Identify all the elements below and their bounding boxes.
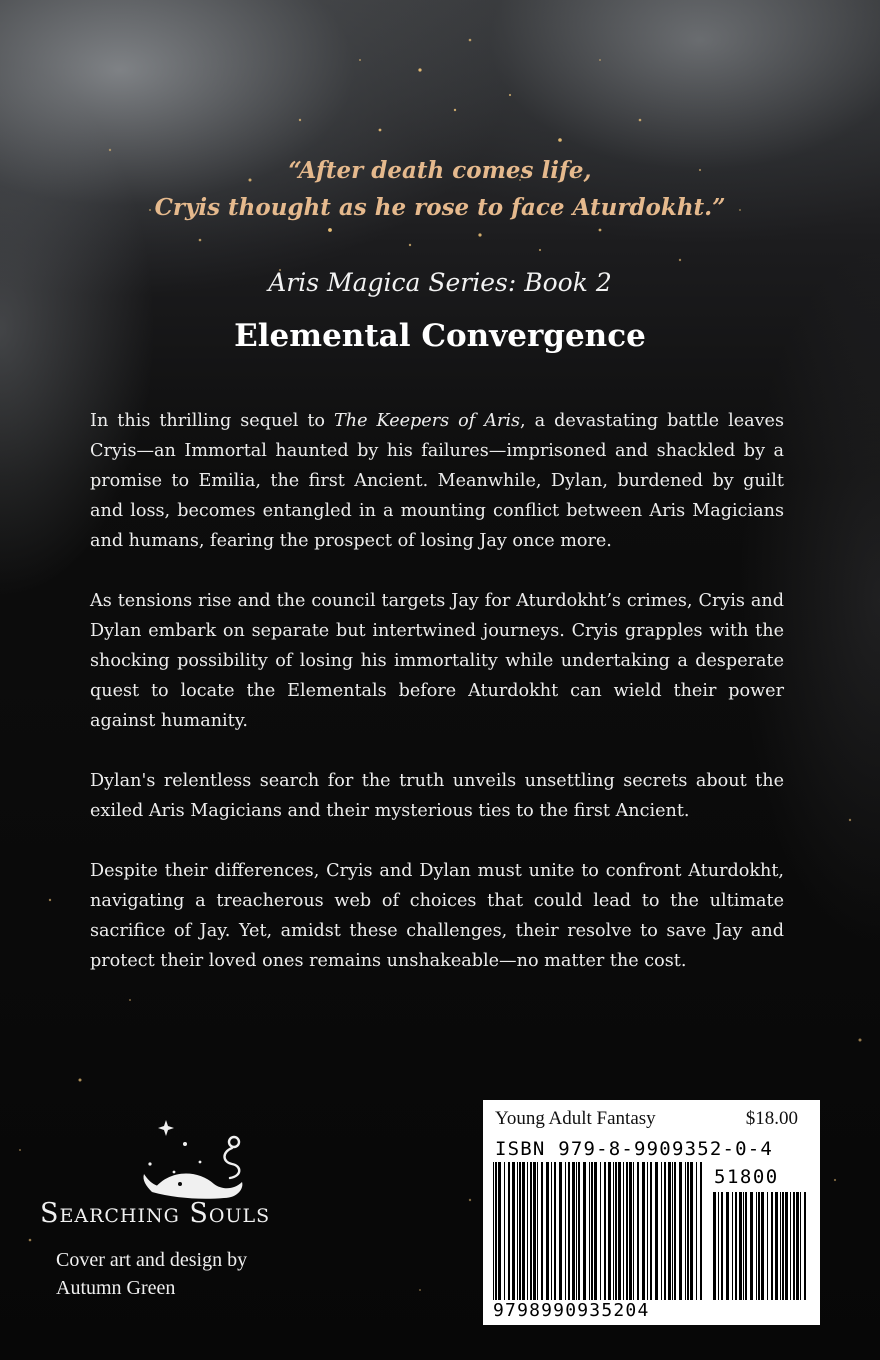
pull-quote-line-1: “After death comes life, (288, 157, 592, 184)
barcode-bar (745, 1192, 747, 1300)
barcode-bar (533, 1162, 536, 1300)
barcode-bar (546, 1162, 549, 1300)
barcode-bar (718, 1192, 719, 1300)
barcode-bar (700, 1162, 702, 1300)
barcode-bar (696, 1162, 697, 1300)
barcode-bar (633, 1162, 634, 1300)
barcode-bar (568, 1162, 570, 1300)
whale-with-stars-logo-icon (130, 1112, 270, 1204)
barcode-bar (793, 1192, 795, 1300)
barcode-bar (613, 1162, 614, 1300)
barcode-bar (519, 1162, 521, 1300)
barcode-bar (559, 1162, 562, 1300)
synopsis (90, 406, 784, 1006)
barcode-bar (498, 1162, 501, 1300)
barcode-bar (504, 1162, 505, 1300)
barcode-bar (672, 1162, 673, 1300)
publisher-name: Searching Souls (40, 1198, 271, 1229)
barcode-bar (735, 1192, 737, 1300)
synopsis-paragraph-3: Dylan's relentless search for the truth unveils unsettling secrets about the exiled Aris Magicians and their mysterious ties to the first Ancient. (90, 771, 784, 821)
barcode-bar (626, 1162, 628, 1300)
price-label: $18.00 (745, 1108, 798, 1129)
barcode-bar (493, 1162, 494, 1300)
barcode-bar (637, 1162, 639, 1300)
barcode-bar (618, 1162, 621, 1300)
barcode-bar (512, 1162, 515, 1300)
barcode-bar (664, 1162, 666, 1300)
barcode-bar (739, 1192, 742, 1300)
barcode-bar (541, 1162, 543, 1300)
barcode-bar (576, 1162, 577, 1300)
barcode-bar (661, 1162, 662, 1300)
cover-credit-line-2: Autumn Green (56, 1277, 176, 1299)
prequel-title: The Keepers of Aris (334, 411, 521, 431)
synopsis-paragraph-1 (90, 406, 784, 556)
barcode-bar (565, 1162, 566, 1300)
barcode-bar (517, 1162, 518, 1300)
barcode-bar (782, 1192, 784, 1300)
synopsis-paragraph-4: Despite their differences, Cryis and Dylan must unite to confront Aturdokht, navigating a treacherous web of choices that could lead to the ultimate sacrifice of Jay. Yet, amidst these challenges, their resolve to save Jay and protect their loved ones remains unshakeable—no matter the cost. (90, 861, 784, 971)
barcode-bar (756, 1192, 757, 1300)
barcode-bar (785, 1192, 788, 1300)
barcode-bar (583, 1162, 586, 1300)
series-line: Aris Magica Series: Book 2 (268, 268, 612, 297)
synopsis-paragraph-1-rest: , a devastating battle leaves Cryis—an Immortal haunted by his failures—imprisoned and shackled by a promise to Emilia, the first Ancient. Meanwhile, Dylan, burdened by guilt and loss, becomes entangled in a mounting conflict between Aris Magicians and humans, fearing the prospect of losing Jay once more. (90, 411, 784, 551)
pull-quote-line-2: Cryis thought as he rose to face Aturdokht.” (154, 194, 726, 221)
barcode-bar (589, 1162, 590, 1300)
barcode-bar (527, 1162, 528, 1300)
genre-label: Young Adult Fantasy (495, 1108, 656, 1129)
barcode-bar (508, 1162, 510, 1300)
barcode-bar (591, 1162, 593, 1300)
barcode-bar (713, 1192, 716, 1300)
barcode-bar (554, 1162, 556, 1300)
barcode-bar (790, 1192, 791, 1300)
barcode-bar (642, 1162, 645, 1300)
barcode-bar (608, 1162, 611, 1300)
barcode-bar (655, 1162, 658, 1300)
barcode-addon-digits: 51800 (714, 1166, 779, 1188)
barcode-bar (650, 1162, 652, 1300)
barcode-panel (483, 1100, 820, 1325)
barcode-bar (750, 1192, 753, 1300)
barcode-bar (761, 1192, 764, 1300)
barcode-bar (732, 1192, 733, 1300)
barcode-bar (537, 1162, 538, 1300)
isbn-label: ISBN 979-8-9909352-0-4 (495, 1138, 774, 1160)
barcode-bar (721, 1192, 723, 1300)
barcode-bar (685, 1162, 686, 1300)
barcode-bar (679, 1162, 682, 1300)
barcode-bar (743, 1192, 744, 1300)
barcode-bar (530, 1162, 532, 1300)
cover-credit-line-1: Cover art and design by (56, 1249, 248, 1271)
barcode-bar (572, 1162, 575, 1300)
barcode-bar (800, 1192, 801, 1300)
barcode-bar (629, 1162, 632, 1300)
barcode-bar (726, 1192, 729, 1300)
barcode-bar (796, 1192, 799, 1300)
barcode-bar (771, 1192, 773, 1300)
barcode-bar (623, 1162, 624, 1300)
barcode-digits: 9798990935204 (493, 1300, 650, 1321)
barcode-bar (690, 1162, 693, 1300)
barcode-bar (775, 1192, 778, 1300)
barcode-bar (767, 1192, 768, 1300)
barcode-bar (615, 1162, 617, 1300)
barcode-bar (780, 1192, 781, 1300)
barcode-bar (687, 1162, 689, 1300)
synopsis-paragraph-1-intro: In this thrilling sequel to (90, 411, 335, 431)
barcode-bar (495, 1162, 497, 1300)
barcode-bar (594, 1162, 597, 1300)
book-title: Elemental Convergence (234, 318, 646, 354)
barcode-bar (578, 1162, 580, 1300)
barcode-bar (522, 1162, 525, 1300)
cover-credit (56, 1246, 386, 1302)
barcode-bar (647, 1162, 648, 1300)
barcode-bar (600, 1162, 601, 1300)
barcode-bar (674, 1162, 676, 1300)
barcode-bar (604, 1162, 606, 1300)
pull-quote (60, 152, 820, 226)
barcode-bar (804, 1192, 806, 1300)
barcode-bar (551, 1162, 552, 1300)
barcode-bar (668, 1162, 671, 1300)
barcode-bar (758, 1192, 760, 1300)
synopsis-paragraph-2: As tensions rise and the council targets Jay for Aturdokht’s crimes, Cryis and Dylan embark on separate but intertwined journeys. Cryis grapples with the shocking possibility of losing his immortality while undertaking a desperate quest to locate the Elementals before Aturdokht can wield their power against humanity. (90, 591, 784, 731)
